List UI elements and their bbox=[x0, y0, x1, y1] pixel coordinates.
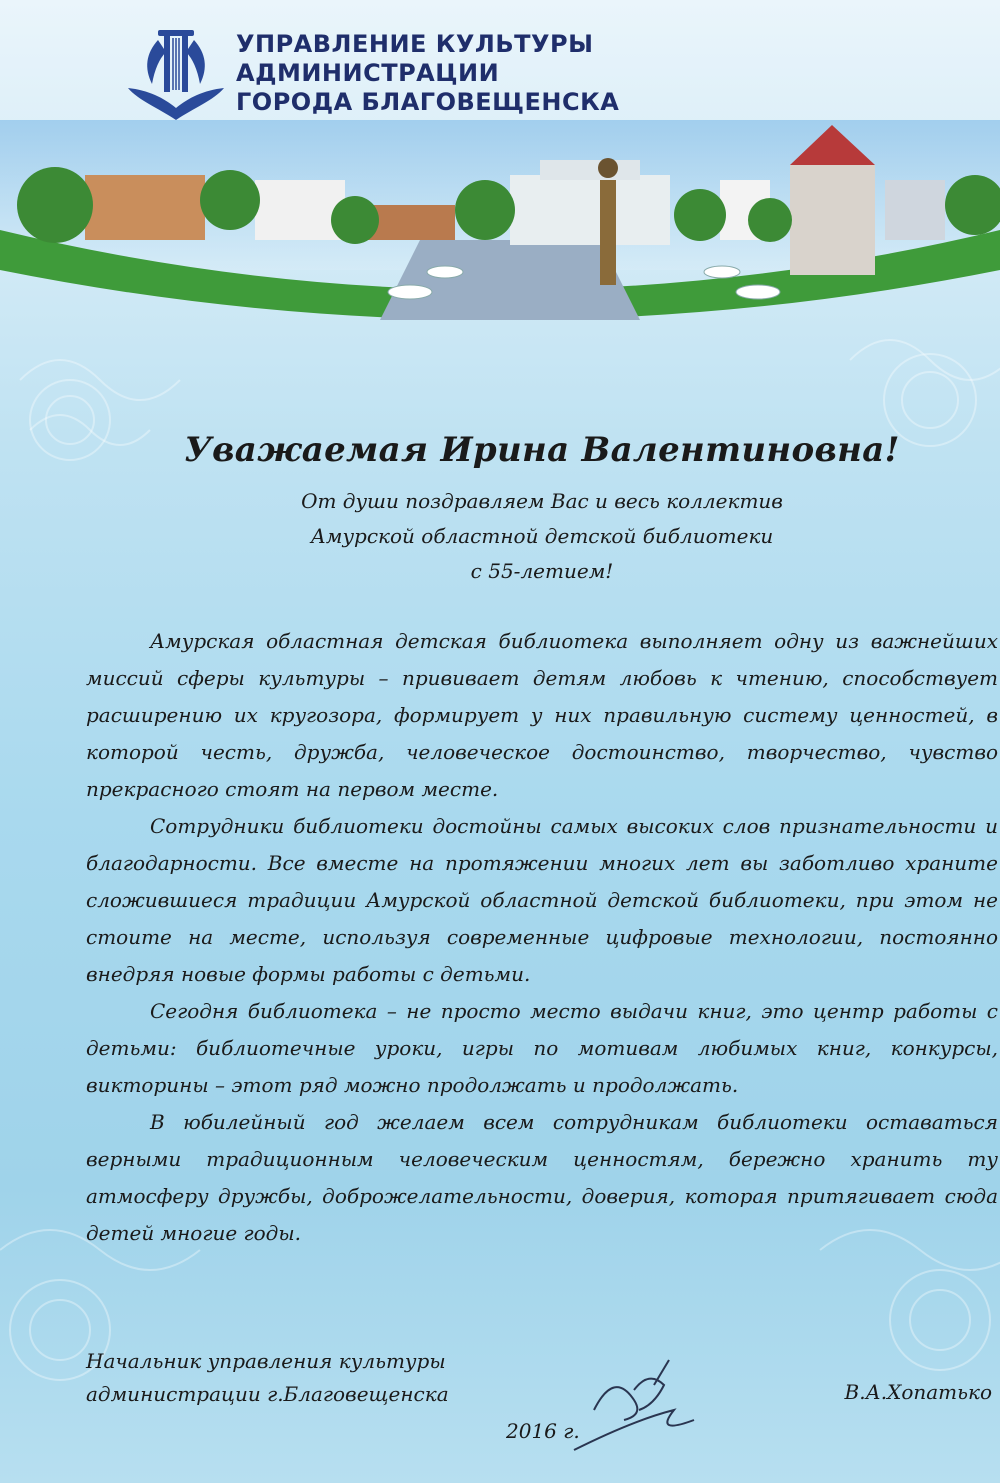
signer-position: администрации г.Благовещенска bbox=[86, 1382, 449, 1406]
org-name-line: УПРАВЛЕНИЕ КУЛЬТУРЫ bbox=[236, 30, 594, 58]
letter-body bbox=[86, 430, 998, 1252]
intro-line: От души поздравляем Вас и весь коллектив bbox=[301, 489, 783, 513]
paragraph: Сотрудники библиотеки достойны самых высоких слов признательности и благодарности. Все вместе на протяжении многих лет вы заботливо храните сложившиеся традиции Амурской областной детской библиотеки, при этом не стоите на месте, используя современные цифровые технологии, постоянно внедряя новые формы работы с детьми. bbox=[86, 814, 998, 986]
paragraph: Амурская областная детская библиотека выполняет одну из важнейших миссий сферы культуры – прививает детям любовь к чтению, способствует расширению их кругозора, формирует у них правильную систему ценностей, в которой честь, дружба, человеческое достоинство, творчество, чувство прекрасного стоят на первом месте. bbox=[86, 629, 998, 801]
organization-name bbox=[236, 30, 619, 117]
signer-position: Начальник управления культуры bbox=[86, 1349, 446, 1373]
org-name-line: ГОРОДА БЛАГОВЕЩЕНСКА bbox=[236, 88, 620, 116]
intro-line: Амурской областной детской библиотеки bbox=[310, 524, 774, 548]
congratulation-intro bbox=[86, 484, 998, 589]
intro-line: с 55-летием! bbox=[470, 559, 614, 583]
letter-paragraphs bbox=[86, 623, 998, 1252]
letter-year: 2016 г. bbox=[506, 1419, 580, 1443]
handwritten-signature bbox=[564, 1350, 704, 1455]
letterhead bbox=[0, 0, 1000, 330]
paragraph: Сегодня библиотека – не просто место выдачи книг, это центр работы с детьми: библиотечные уроки, игры по мотивам любимых книг, конкурсы, викторины – этот ряд можно продолжать и продолжать. bbox=[86, 999, 998, 1097]
paragraph: В юбилейный год желаем всем сотрудникам библиотеки оставаться верными традиционным человеческим ценностям, бережно хранить ту атмосферу дружбы, доброжелательности, доверия, которая притягивает сюда детей многие годы. bbox=[86, 1110, 998, 1245]
signer-name: В.А.Хопатько bbox=[844, 1380, 992, 1404]
signature-block bbox=[86, 1345, 998, 1455]
org-name-line: АДМИНИСТРАЦИИ bbox=[236, 59, 500, 87]
city-panorama-illustration bbox=[0, 120, 1000, 330]
lyre-emblem-logo bbox=[128, 28, 224, 120]
salutation: Уважаемая Ирина Валентиновна! bbox=[184, 430, 900, 470]
